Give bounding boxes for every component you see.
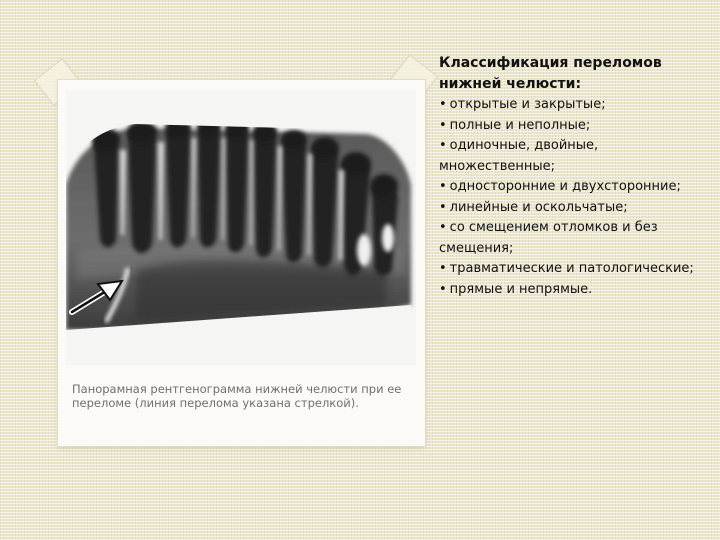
list-item: • со смещением отломков и без смещения; (439, 220, 658, 256)
bullet-icon: • (439, 117, 447, 133)
slide-title: Классификация переломов нижней челюсти: (439, 55, 662, 92)
bullet-icon: • (439, 220, 447, 235)
bullet-icon: • (439, 281, 447, 297)
bullet-icon: • (439, 138, 447, 153)
list-item: • полные и неполные; (439, 117, 591, 133)
classification-list (439, 95, 711, 300)
bullet-icon: • (439, 97, 447, 112)
bullet-icon: • (439, 261, 447, 276)
bullet-icon: • (439, 179, 447, 194)
bullet-icon: • (439, 199, 447, 215)
list-item: • линейные и оскольчатые; (439, 199, 628, 215)
figure-caption: Панорамная рентгенограмма нижней челюсти при ее переломе (линия перелома указана стрелкой). (72, 382, 402, 410)
list-item: • односторонние и двухсторонние; (439, 179, 681, 194)
list-item: • травматические и патологические; (439, 261, 694, 276)
figure-card (58, 80, 425, 446)
xray-image (66, 90, 416, 365)
list-item: • прямые и непрямые. (439, 281, 593, 297)
list-item: • одиночные, двойные, множественные; (439, 138, 599, 174)
classification-text (439, 53, 711, 300)
list-item: • открытые и закрытые; (439, 97, 606, 112)
